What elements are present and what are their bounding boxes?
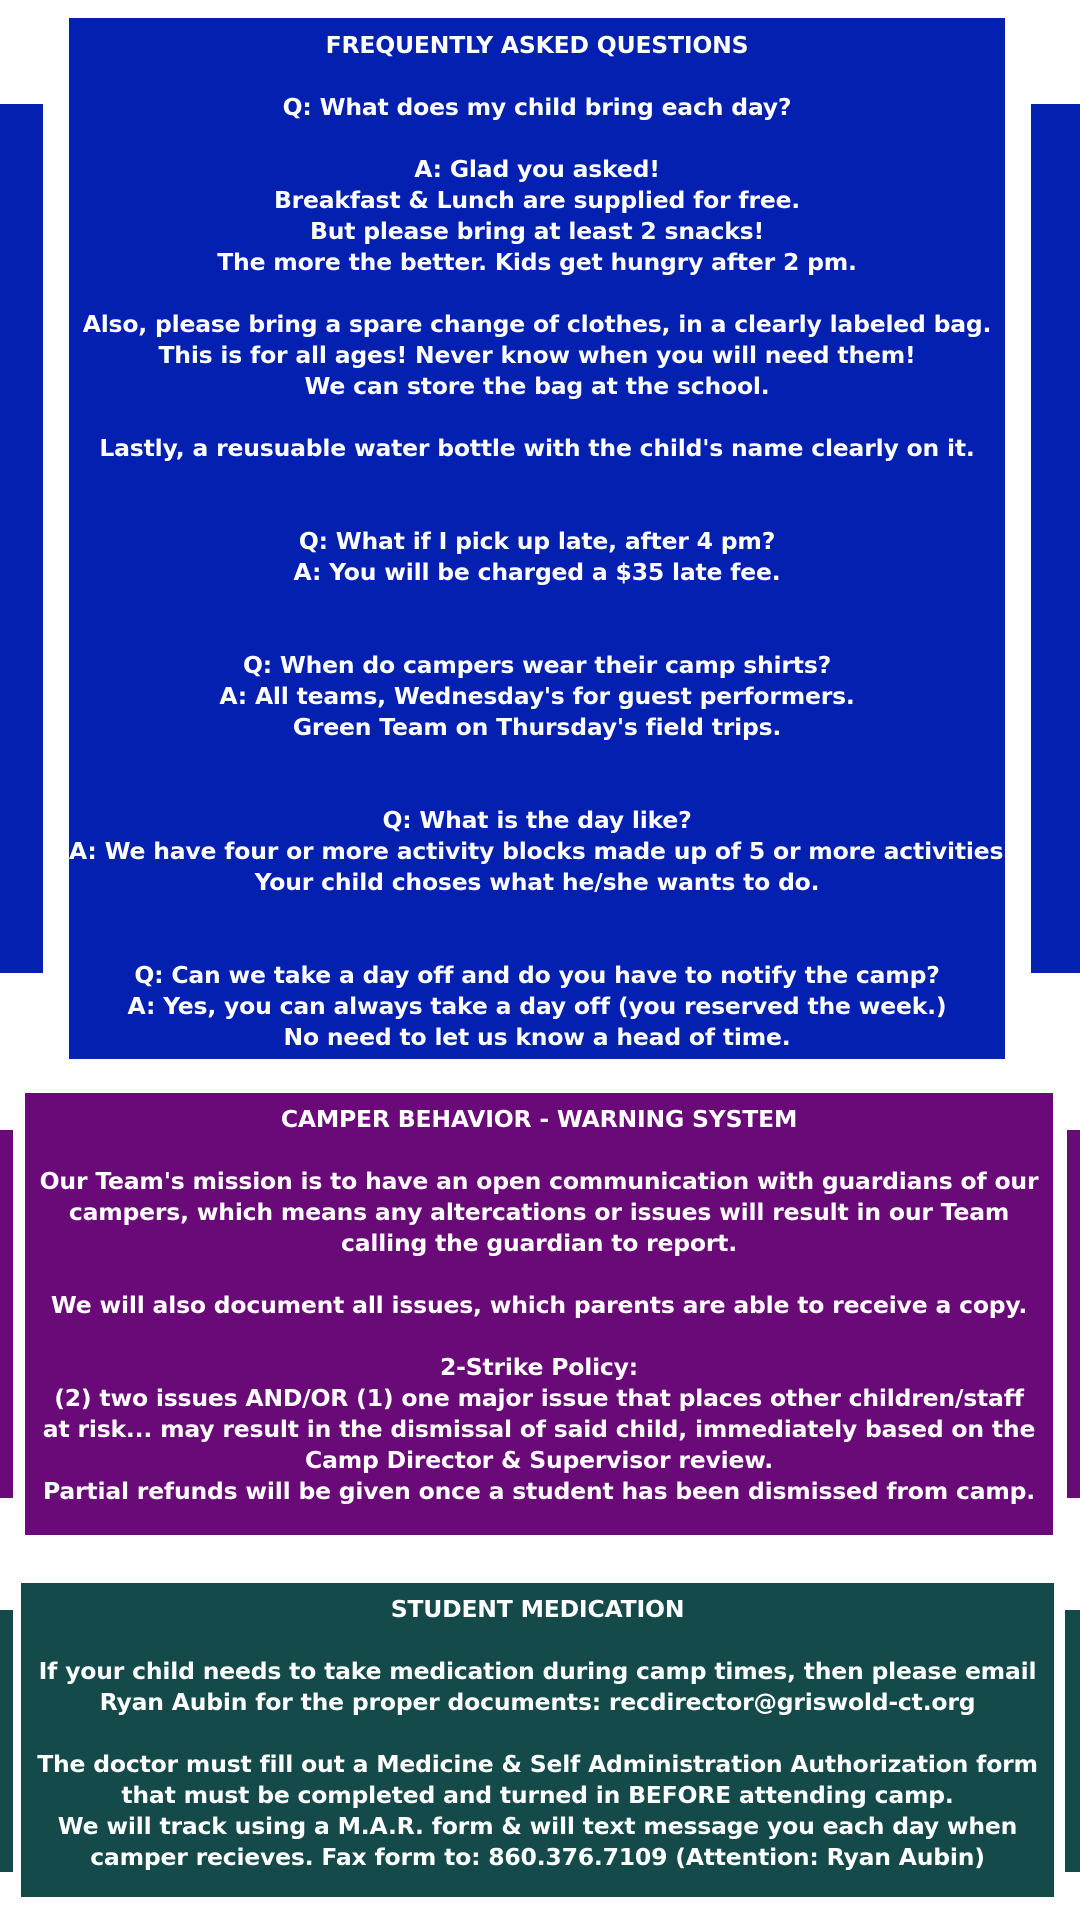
behavior-mission-paragraph: Our Team's mission is to have an open communication with guardians of our campers, which means any altercations or issues will result in our Team calling the guardian to report. [39,1167,1039,1257]
faq-answer-1-line-1: A: Glad you asked! [414,155,660,183]
faq-answer-1-line-8: Lastly, a reusuable water bottle with the child's name clearly on it. [99,434,975,462]
faq-answer-1-line-5: Also, please bring a spare change of clothes, in a clearly labeled bag. [82,310,992,338]
behavior-panel [25,1093,1053,1535]
faq-answer-2: A: You will be charged a $35 late fee. [293,558,781,586]
faq-answer-4-line-1: A: We have four or more activity blocks made up of 5 or more activities. [69,837,1013,865]
behavior-documentation-note: We will also document all issues, which parents are able to receive a copy. [50,1291,1028,1319]
faq-answer-1-line-4: The more the better. Kids get hungry after 2 pm. [217,248,857,276]
medication-side-bar-left [0,1610,13,1872]
faq-answer-1-line-7: We can store the bag at the school. [304,372,770,400]
behavior-policy-text: (2) two issues AND/OR (1) one major issue that places other children/staff at risk... may result in the dismissal of said child, immediately based on the Camp Director & Supervisor review. [42,1384,1036,1474]
medication-line-6: camper recieves. Fax form to: 860.376.7109 (Attention: Ryan Aubin) [90,1843,985,1871]
faq-question-1: Q: What does my child bring each day? [282,93,792,121]
faq-answer-1-line-6: This is for all ages! Never know when you will need them! [158,341,916,369]
faq-answer-3-line-1: A: All teams, Wednesday's for guest performers. [219,682,855,710]
faq-question-3: Q: When do campers wear their camp shirts? [242,651,832,679]
faq-title: FREQUENTLY ASKED QUESTIONS [325,31,749,59]
medication-line-3: The doctor must fill out a Medicine & Self Administration Authorization form [37,1750,1038,1778]
faq-panel [69,18,1013,1059]
faq-question-4: Q: What is the day like? [382,806,692,834]
medication-side-bar-right [1065,1610,1080,1872]
faq-answer-1-line-3: But please bring at least 2 snacks! [310,217,764,245]
behavior-refund-note: Partial refunds will be given once a student has been dismissed from camp. [42,1477,1036,1505]
faq-answer-1-line-2: Breakfast & Lunch are supplied for free. [273,186,801,214]
faq-answer-5-line-2: No need to let us know a head of time. [283,1023,791,1051]
medication-line-5: We will track using a M.A.R. form & will text message you each day when [57,1812,1018,1840]
medication-title: STUDENT MEDICATION [390,1595,685,1623]
faq-side-bar-left [0,104,43,973]
faq-answer-5-line-1: A: Yes, you can always take a day off (you reserved the week.) [127,992,947,1020]
behavior-policy-title: 2-Strike Policy: [440,1353,638,1381]
faq-question-5: Q: Can we take a day off and do you have to notify the camp? [134,961,940,989]
faq-question-2: Q: What if I pick up late, after 4 pm? [298,527,776,555]
faq-answer-3-line-2: Green Team on Thursday's field trips. [292,713,782,741]
medication-line-4: that must be completed and turned in BEFORE attending camp. [121,1781,954,1809]
behavior-title: CAMPER BEHAVIOR - WARNING SYSTEM [280,1105,798,1133]
medication-line-2: Ryan Aubin for the proper documents: recdirector@griswold-ct.org [99,1688,976,1716]
behavior-side-bar-right [1067,1130,1080,1498]
medication-line-1: If your child needs to take medication during camp times, then please email [38,1657,1037,1685]
faq-side-bar-right [1031,104,1080,973]
faq-answer-4-line-2: Your child choses what he/she wants to do. [254,868,820,896]
medication-panel [21,1583,1054,1897]
behavior-side-bar-left [0,1130,13,1498]
